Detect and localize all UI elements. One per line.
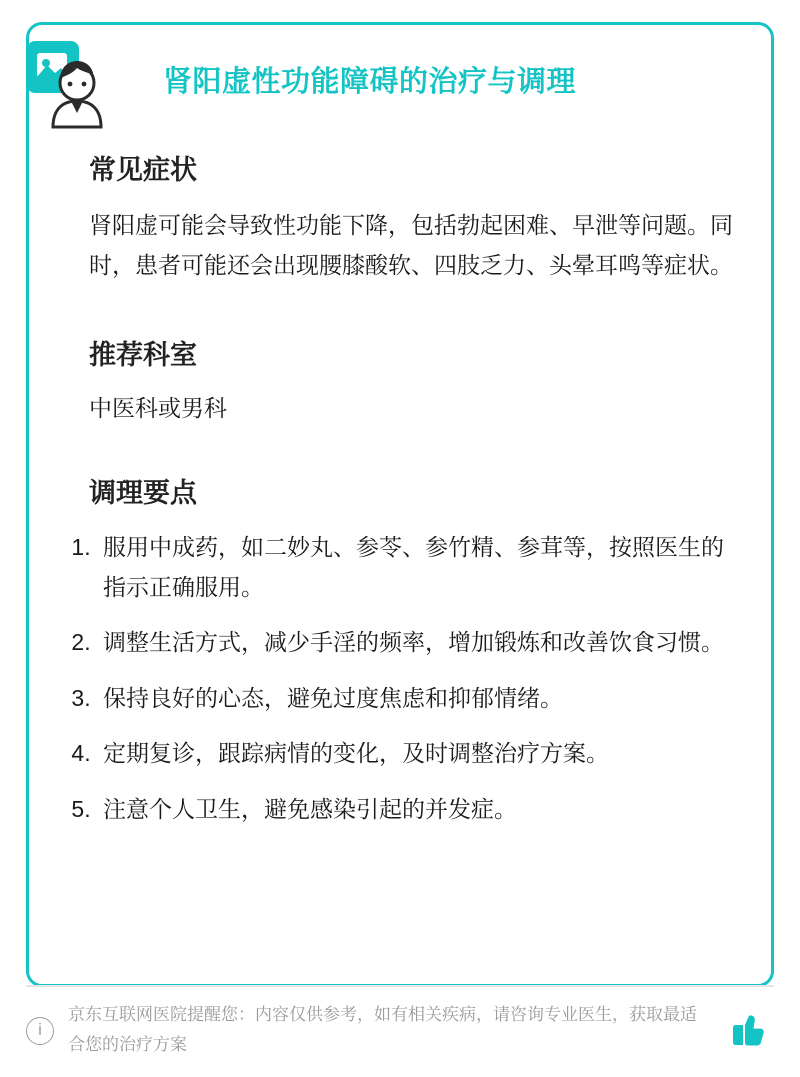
footer-disclaimer <box>26 985 774 1063</box>
info-icon: i <box>26 1017 54 1045</box>
footer-text: 京东互联网医院提醒您：内容仅供参考，如有相关疾病，请咨询专业医生，获取最适合您的治疗方案 <box>68 1005 697 1054</box>
list-item: 4. 定期复诊，跟踪病情的变化，及时调整治疗方案。 <box>97 734 741 774</box>
advice-card <box>26 22 774 987</box>
section-body-department: 中医科或男科 <box>89 395 227 422</box>
list-item: 3. 保持良好的心态，避免过度焦虑和抑郁情绪。 <box>97 679 741 719</box>
section-body-symptoms: 肾阳虚可能会导致性功能下降，包括勃起困难、早泄等问题。同时，患者可能还会出现腰膝酸软、四肢乏力、头晕耳鸣等症状。 <box>89 211 733 279</box>
section-heading-department: 推荐科室 <box>89 340 197 371</box>
section-heading-symptoms: 常见症状 <box>89 154 197 185</box>
section-heading-points: 调理要点 <box>89 478 197 509</box>
points-list <box>59 528 741 829</box>
page-title: 肾阳虚性功能障碍的治疗与调理 <box>163 66 577 98</box>
doctor-avatar-icon <box>23 35 127 129</box>
thumbs-up-icon[interactable] <box>724 1007 768 1054</box>
list-item: 1. 服用中成药，如二妙丸、参苓、参竹精、参茸等，按照医生的指示正确服用。 <box>97 528 741 607</box>
list-item: 2. 调整生活方式，减少手淫的频率，增加锻炼和改善饮食习惯。 <box>97 623 741 663</box>
list-item: 5. 注意个人卫生，避免感染引起的并发症。 <box>97 790 741 830</box>
